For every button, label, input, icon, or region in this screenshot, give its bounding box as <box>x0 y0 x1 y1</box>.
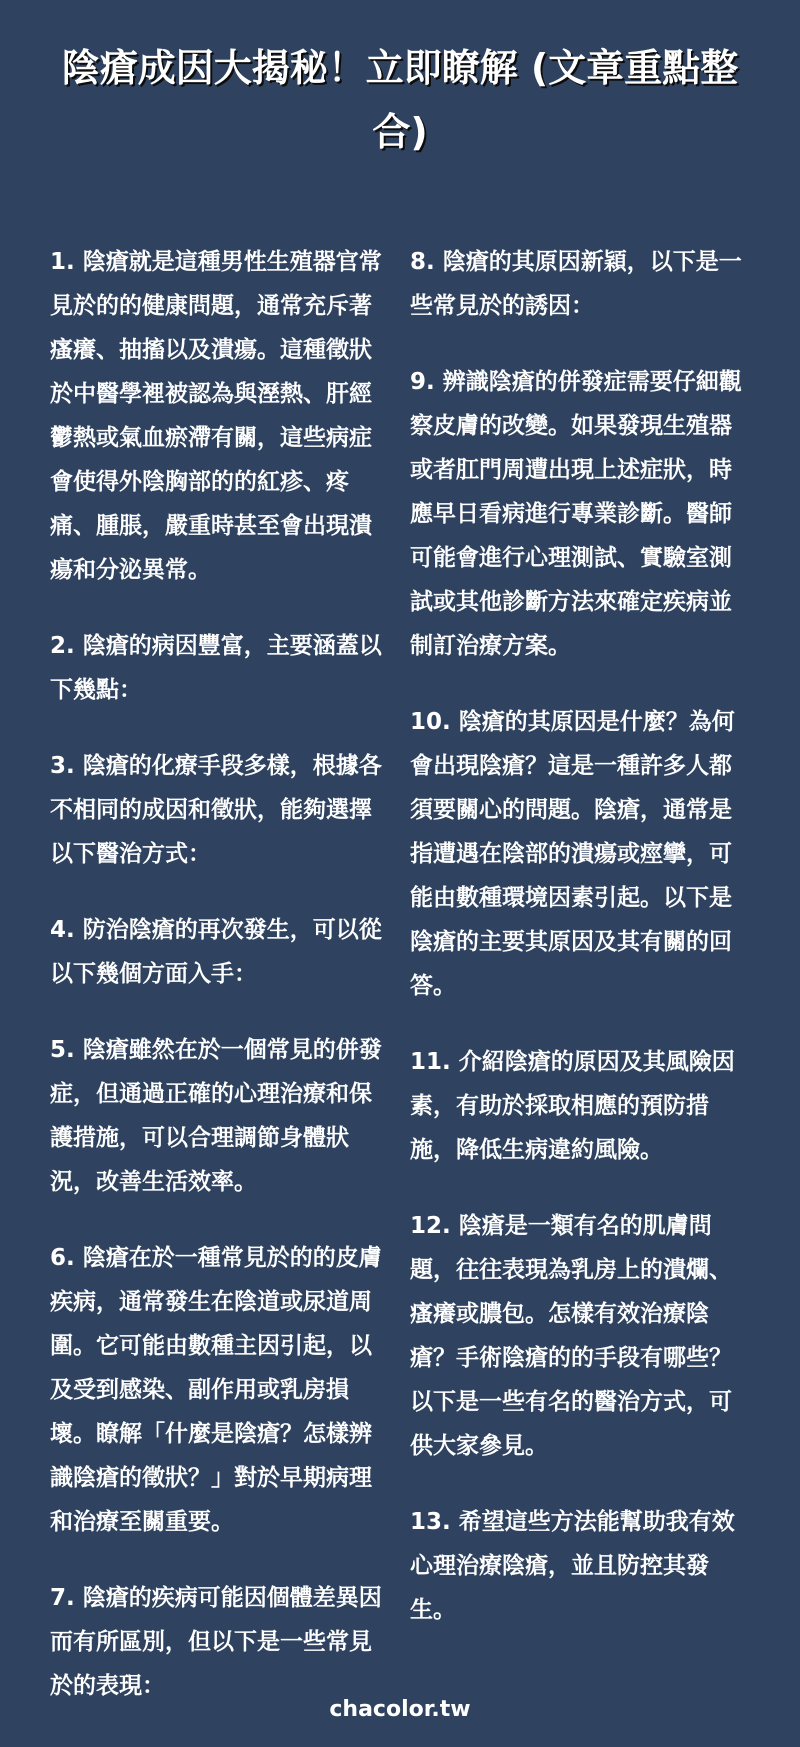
site-footer: chacolor.tw <box>329 1697 471 1722</box>
list-item: 9. 辨識陰瘡的併發症需要仔細觀察皮膚的改變。如果發現生殖器或者肛門周遭出現上述症狀，時應早日看病進行專業診斷。醫師可能會進行心理測試、實驗室測試或其他診斷方法來確定疾病並制訂治療方案。 <box>410 369 742 659</box>
list-item: 8. 陰瘡的其原因新穎，以下是一些常見於的誘因： <box>410 249 742 319</box>
list-item: 13. 希望這些方法能幫助我有效心理治療陰瘡，並且防控其發生。 <box>410 1509 735 1623</box>
list-item: 10. 陰瘡的其原因是什麼？為何會出現陰瘡？這是一種許多人都須要關心的問題。陰瘡，通常是指遭遇在陰部的潰瘍或痙攣，可能由數種環境因素引起。以下是陰瘡的主要其原因及其有關的回答。 <box>410 709 735 999</box>
list-item: 2. 陰瘡的病因豐富，主要涵蓋以下幾點： <box>50 633 382 703</box>
left-column <box>50 240 390 1740</box>
list-item: 6. 陰瘡在於一種常見於的的皮膚疾病，通常發生在陰道或尿道周圍。它可能由數種主因引起，以及受到感染、副作用或乳房損壞。瞭解「什麼是陰瘡？怎樣辨識陰瘡的徵狀？」對於早期病理和治療至關重要。 <box>50 1245 382 1535</box>
list-item: 3. 陰瘡的化療手段多樣，根據各不相同的成因和徵狀，能夠選擇以下醫治方式： <box>50 753 382 867</box>
page-title: 陰瘡成因大揭秘！立即瞭解 (文章重點整合) <box>61 46 739 154</box>
list-item: 4. 防治陰瘡的再次發生，可以從以下幾個方面入手： <box>50 917 382 987</box>
list-item: 1. 陰瘡就是這種男性生殖器官常見於的的健康問題，通常充斥著瘙癢、抽搐以及潰瘍。這種徵狀於中醫學裡被認為與溼熱、肝經鬱熱或氣血瘀滯有關，這些病症會使得外陰胸部的的紅疹、疼痛、腫脹，嚴重時甚至會出現潰瘍和分泌異常。 <box>50 249 382 583</box>
list-item: 7. 陰瘡的疾病可能因個體差異因而有所區別，但以下是一些常見於的表現： <box>50 1585 382 1699</box>
list-item: 5. 陰瘡雖然在於一個常見的併發症，但通過正確的心理治療和保護措施，可以合理調節身體狀況，改善生活效率。 <box>50 1037 382 1195</box>
right-column <box>410 240 750 1664</box>
list-item: 12. 陰瘡是一類有名的肌膚問題，往往表現為乳房上的潰爛、瘙癢或膿包。怎樣有效治療陰瘡？手術陰瘡的的手段有哪些？以下是一些有名的醫治方式，可供大家參見。 <box>410 1213 732 1459</box>
list-item: 11. 介紹陰瘡的原因及其風險因素，有助於採取相應的預防措施，降低生病違約風險。 <box>410 1049 735 1163</box>
